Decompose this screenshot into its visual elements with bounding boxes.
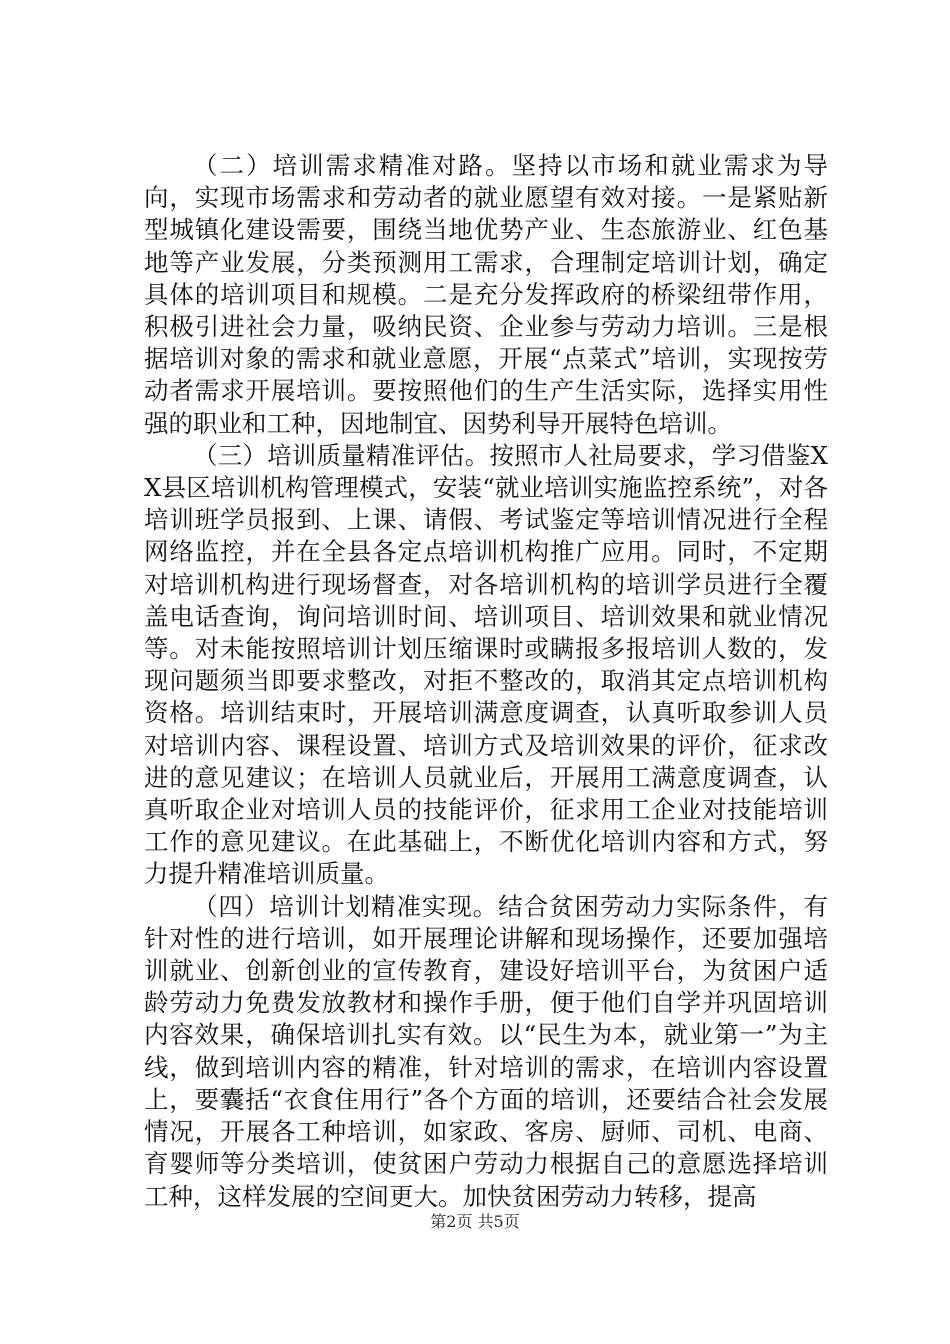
- paragraph-training-quality: （三）培训质量精准评估。按照市人社局要求，学习借鉴XX县区培训机构管理模式，安装“就业培训实施监控系统”，对各培训班学员报到、上课、请假、考试鉴定等培训情况进行全程网络监控，并在全县各定点培训机构推广应用。同时，不定期对培训机构进行现场督查，对各培训机构的培训学员进行全覆盖电话查询，询问培训时间、培训项目、培训效果和就业情况等。对未能按照培训计划压缩课时或瞒报多报培训人数的，发现问题须当即要求整改，对拒不整改的，取消其定点培训机构资格。培训结束时，开展培训满意度调查，认真听取参训人员对培训内容、课程设置、培训方式及培训效果的评价，征求改进的意见建议；在培训人员就业后，开展用工满意度调查，认真听取企业对培训人员的技能评价，征求用工企业对技能培训工作的意见建议。在此基础上，不断优化培训内容和方式，努力提升精准培训质量。: [144, 440, 828, 889]
- paragraph-training-plan: （四）培训计划精准实现。结合贫困劳动力实际条件，有针对性的进行培训，如开展理论讲解和现场操作，还要加强培训就业、创新创业的宣传教育，建设好培训平台，为贫困户适龄劳动力免费发放教材和操作手册，便于他们自学并巩固培训内容效果，确保培训扎实有效。以“民生为本，就业第一”为主线，做到培训内容的精准，针对培训的需求，在培训内容设置上，要囊括“衣食住用行”各个方面的培训，还要结合社会发展情况，开展各工种培训，如家政、客房、厨师、司机、电商、育婴师等分类培训，使贫困户劳动力根据自己的意愿选择培训工种，这样发展的空间更大。加快贫困劳动力转移，提高: [144, 891, 828, 1211]
- page-footer: [0, 1212, 950, 1232]
- document-body: [144, 150, 828, 1213]
- page-number-label: 第2页 共5页: [430, 1212, 520, 1231]
- paragraph-training-demand: （二）培训需求精准对路。坚持以市场和就业需求为导向，实现市场需求和劳动者的就业愿望有效对接。一是紧贴新型城镇化建设需要，围绕当地优势产业、生态旅游业、红色基地等产业发展，分类预测用工需求，合理制定培训计划，确定具体的培训项目和规模。二是充分发挥政府的桥梁纽带作用，积极引进社会力量，吸纳民资、企业参与劳动力培训。三是根据培训对象的需求和就业意愿，开展“点菜式”培训，实现按劳动者需求开展培训。要按照他们的生产生活实际，选择实用性强的职业和工种，因地制宜、因势利导开展特色培训。: [144, 151, 828, 438]
